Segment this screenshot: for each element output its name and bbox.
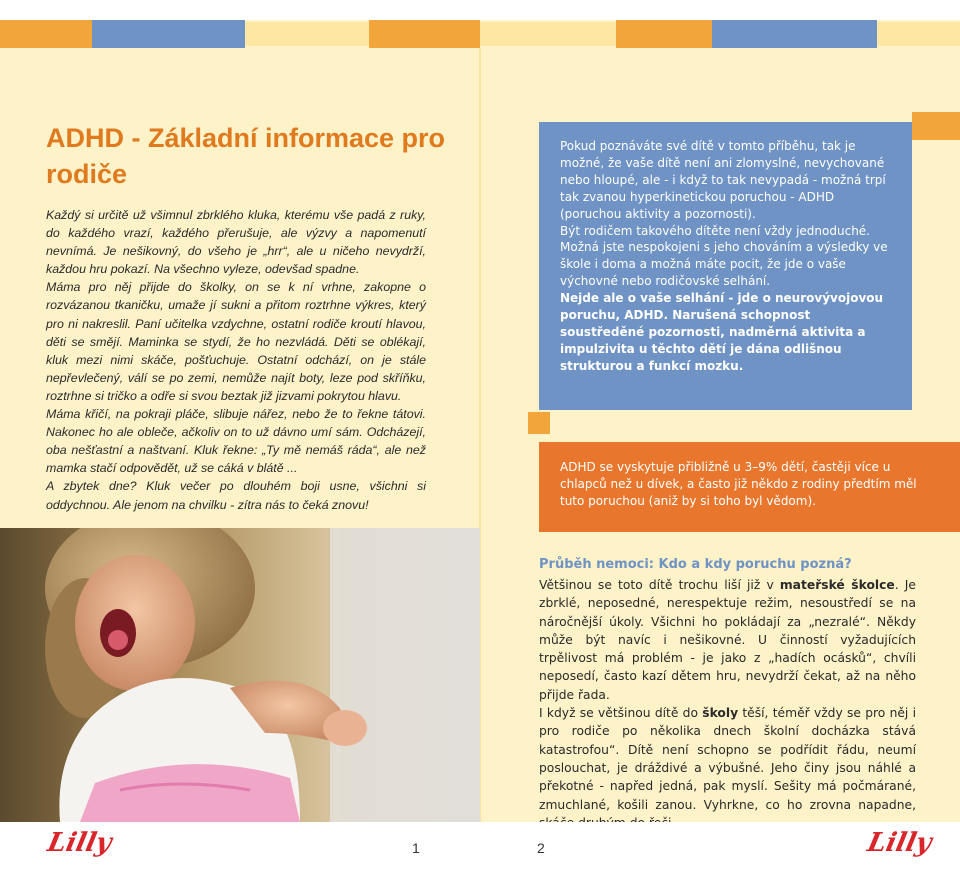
corner-accent (528, 412, 550, 434)
color-bar (877, 22, 960, 46)
child-photo (0, 528, 480, 822)
page-title: ADHD - Základní informace pro rodiče (46, 123, 446, 189)
body-paragraph: Většinou se toto dítě trochu liší již v mateřské školce. Je zbrklé, neposedné, nerespektuje režim, nesoustředí se na náročnější úkoly. Všichni ho pokládají za „nezralé“. Někdy může být navíc i nešikovné. U činností vyžadujících trpělivost má problém - je jako z „hadích ocásků“, chvíli neposedí, často kazí dětem hru, nevydrží čekat, až na něho přijde řada. (539, 578, 916, 702)
info-box-orange: ADHD se vyskytuje přibližně u 3–9% dětí, častěji více u chlapců než u dívek, a často již někdo z rodiny předtím měl tuto poruchou (aniž by si toho byl vědom). (539, 442, 960, 532)
color-bar (0, 20, 92, 48)
top-margin (0, 0, 960, 20)
info-box-blue (539, 122, 912, 410)
story-paragraph: Máma pro něj přijde do školky, on se k ní vrhne, zakopne o rozvázanou tkaničku, umaže jí sukni a přitom roztrhne výkres, který pro ni nakreslil. Paní učitelka vzdychne, ostatní rodiče kroutí hlavou, děti se smějí. Maminka se stydí, že ho nezvládá. Děti se oblékají, kluk mezi nimi skáče, pošťuchuje. Ostatní odchází, on je stále nepřevlečený, válí se po zemi, nemůže najít boty, leze pod skříňku, roztrhne si tričko a odře si svou beztak již jizvami pokrytou hlavu. (46, 280, 426, 403)
page-number: 1 (412, 840, 420, 856)
story-paragraph: A zbytek dne? Kluk večer po dlouhém boji usne, všichni si oddychnou. Ale jenom na chvilku - zítra nás to čeká znovu! (46, 479, 426, 512)
color-bar (712, 20, 877, 48)
page-number: 2 (537, 840, 545, 856)
footer (0, 822, 960, 876)
story-text (46, 206, 426, 514)
info-paragraph: Pokud poznáváte své dítě v tomto příběhu, tak je možné, že vaše dítě není ani zlomyslné, nevychované nebo hloupé, ale - i když to tak nevypadá - možná trpí tak zvanou hyperkinetickou poruchou - ADHD (poruchou aktivity a pozornosti). (560, 139, 886, 221)
lilly-logo: Lilly (864, 828, 935, 858)
color-bar (245, 22, 369, 46)
story-paragraph: Máma křičí, na pokraji pláče, slibuje nářez, nebo že to řekne tátovi. Nakonec ho ale obleče, ačkoliv on to už dávno umí sám. Odcházejí, oba nešťastní a naštvaní. Kluk řekne: „Ty mě nemáš ráda“, ale než mamka stačí odpovědět, už se cáká v blátě ... (46, 407, 426, 476)
child-screaming-image (0, 528, 480, 822)
info-paragraph: Možná jste nespokojeni s jeho chováním a výsledky ve škole i doma a možná máte pocit, že jde o vaše výchovné nebo rodičovské selhání. (560, 240, 888, 289)
body-paragraph: I když se většinou dítě do školy těší, téměř vždy se pro něj i pro rodiče po několika dnech školní docházka stává katastrofou“. Dítě není schopno se podřídit řádu, neumí poslouchat, je dráždivé a výbušné. Jeho činy jsou náhlé a překotné - napřed jedná, pak myslí. Sešity má počmárané, zmuchlané, košili zanou. Vyhrkne, co ho zrovna napadne, (539, 706, 917, 812)
info-paragraph: Být rodičem takového dítěte není vždy jednoduché. (560, 223, 870, 238)
info-paragraph-bold: Nejde ale o vaše selhání - jde o neurovývojovou poruchu, ADHD. Narušená schopnost soustředěné pozornosti, nadměrná aktivita a impulzivita u těchto dětí je dána odlišnou strukturou a funkcí mozku. (560, 291, 884, 373)
section-heading: Průběh nemoci: Kdo a kdy poruchu pozná? (539, 557, 852, 572)
story-paragraph: Každý si určitě už všimnul zbrklého kluka, kterému vše padá z ruky, do každého vrazí, každého přerušuje, ale výzvy a napomenutí nevnímá. Je nešikovný, do všeho je „hrr“, ale u ničeho nevydrží, každou hru pokazí. Na všechno vyleze, odevšad spadne. (46, 208, 426, 277)
color-bar (369, 20, 480, 48)
color-bar (616, 20, 712, 48)
body-text (539, 576, 916, 832)
color-bar (480, 22, 616, 46)
color-bar (92, 20, 245, 48)
corner-accent (912, 112, 960, 140)
lilly-logo: Lilly (44, 828, 115, 858)
